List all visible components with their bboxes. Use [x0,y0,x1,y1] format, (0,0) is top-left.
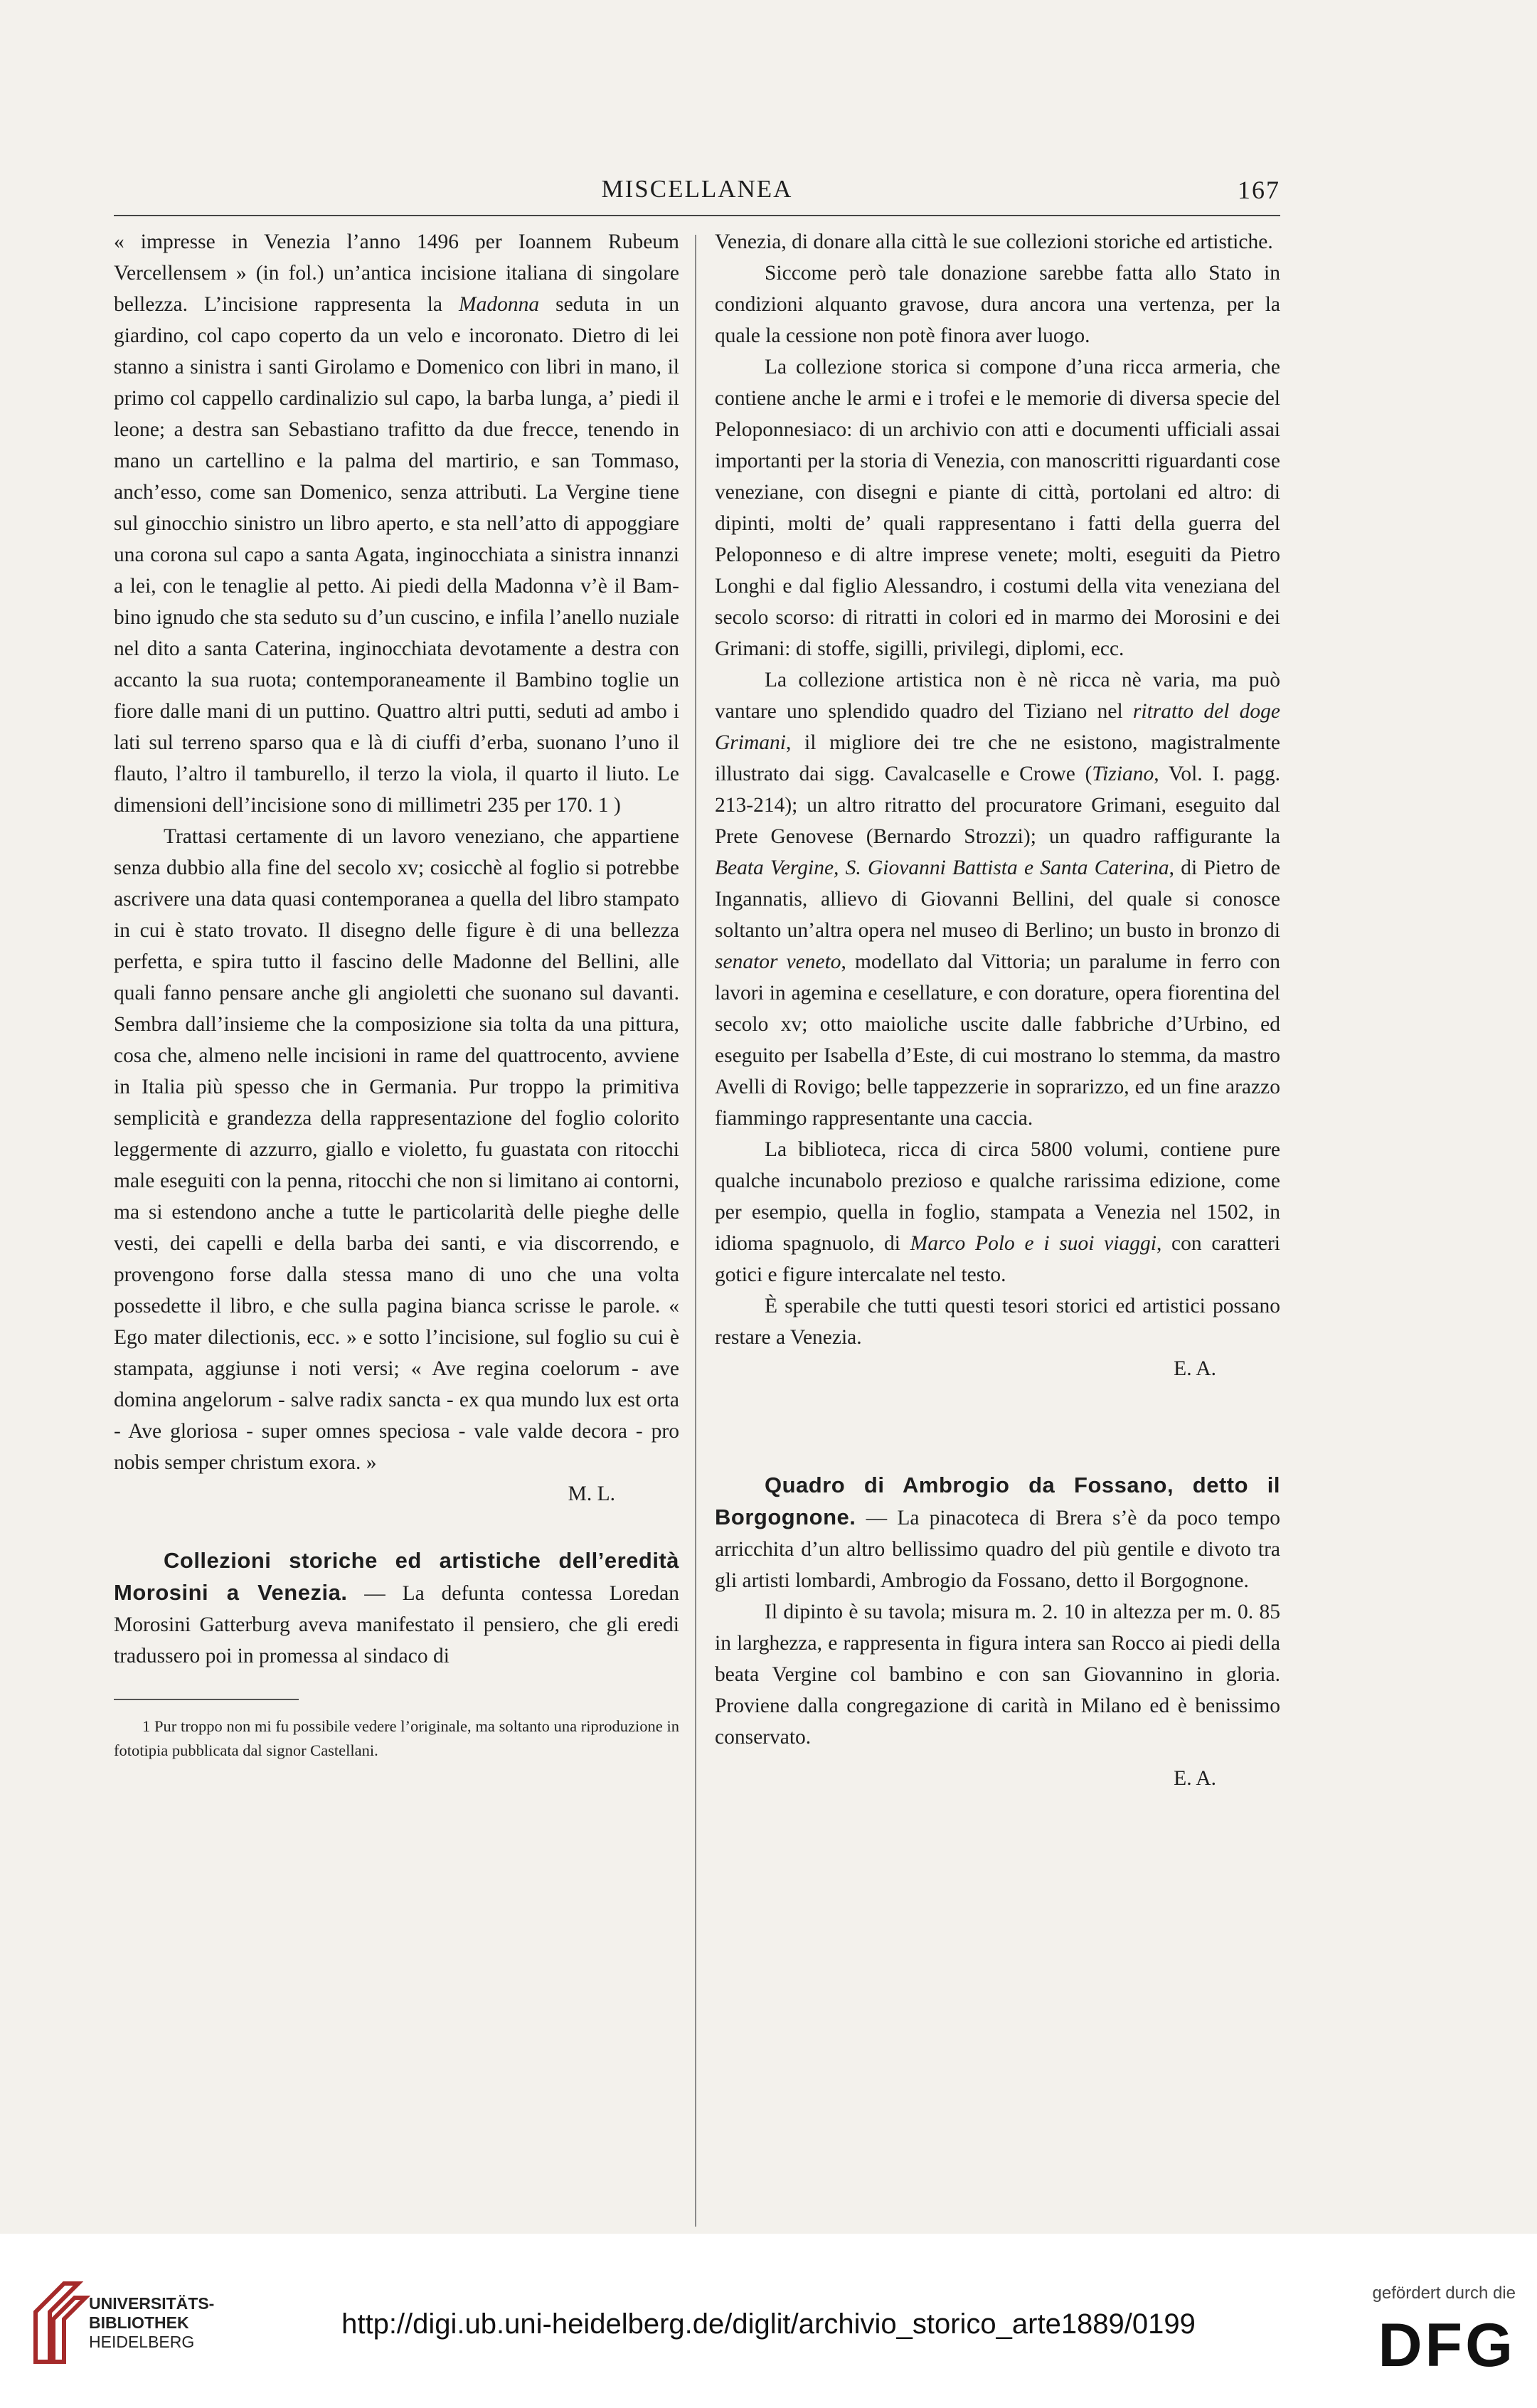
paragraph [715,664,1280,1134]
italic-text: Marco Polo e i suoi viaggi [910,1232,1156,1255]
section-paragraph [715,1470,1280,1596]
dfg-logo: DFG [1378,2311,1516,2380]
author-signature: E. A. [1174,1767,1216,1790]
author-signature: E. A. [1174,1357,1216,1380]
header-rule [114,215,1280,216]
permalink-url[interactable]: http://digi.ub.uni-heidelberg.de/diglit/archivio_storico_arte1889/0199 [341,2308,1196,2340]
funded-by-label: gefördert durch die [1372,2284,1516,2303]
running-head [114,175,1280,206]
text-run: La biblioteca, ricca di circa 5800 volumi, contiene pure qualche incunabolo prezioso e qualche rarissima edizione, come per esempio, quella in foglio, stampata a Venezia nel 1502, in idioma spagnuolo, di [715,1138,1280,1255]
italic-text: Tiziano [1092,763,1154,785]
library-name-line: HEIDELBERG [89,2333,195,2351]
text-run: seduta in un giardino, col capo coperto da un velo e incoronato. Dietro di lei stanno a sinistra i santi Girolamo e Domenico con libri in mano, il primo col cappello cardinalizio sul capo, la barba lunga, a’ piedi il leone; a destra san Sebastiano trafitto da due frecce, tenendo in mano un cartellino e la palma del martirio, e san Tommaso, anch’esso, come san Domenico, senza attributi. La Vergine tiene sul ginocchio sinistro un libro aperto, e sta nell’atto di appoggiare una corona sul capo a santa Agata, inginocchiata a sinistra innanzi a lei, con le tenaglie al petto. Ai piedi della Madonna v’è il Bambino ignudo che sta seduto su d’un cuscino, e infila l’anello nuziale nel dito a santa Caterina, inginocchiata devotamente a destra con accanto la sua ruota; contemporaneamente il Bambino toglie un fiore dalle mani di un puttino. Quattro altri putti, seduti ad ambo i lati sul terreno sparso qua e là di ciuffi d’erba, suonano l’uno il flauto, l’altro il tamburello, il terzo la viola, il quarto il liuto. Le dimensioni dell’incisione sono di millimetri 235 per 170. 1 ) [114,293,679,817]
text-run: La collezione artistica non è nè ricca nè varia, ma può vantare uno splendido quadro del Tiziano nel [715,669,1280,723]
paragraph: È sperabile che tutti questi tesori storici ed artistici possano restare a Venezia. [715,1295,1280,1349]
footnote: 1 Pur troppo non mi fu possibile vedere l’originale, ma soltanto una riproduzione in fototipia pubblicata dal signor Castellani. [114,1717,679,1759]
paragraph [715,1134,1280,1290]
text-run: , modellato dal Vittoria; un paralume in ferro con lavori in agemina e cesellature, e con dorature, opera fiorentina del secolo xv; otto maioliche uscite dalle fabbriche d’Urbino, ed eseguito per Isabella d’Este, di cui mostrano lo stemma, da mastro Avelli di Rovigo; belle tappezzerie in soprarizzo, ed un fine arazzo fiammingo rappresentante una caccia. [715,950,1280,1130]
section-heading: Quadro di Ambrogio da Fossano, detto il Borgognone. [715,1473,1280,1529]
text-run: — La pinacoteca di Brera s’è da poco tempo arricchita d’un altro bellissimo quadro del più gentile e divoto tra gli artisti lombardi, Ambrogio da Fossano, detto il Borgognone. [715,1507,1280,1592]
paragraph: Il dipinto è su tavola; misura m. 2. 10 in altezza per m. 0. 85 in larghezza, e rappresenta in figura intera san Rocco ai piedi della beata Vergine col bambino e con san Giovannino in gloria. Proviene dalla congregazione di carità in Milano ed è benissimo conservato. [715,1601,1280,1749]
paragraph [114,226,679,821]
paragraph: La collezione storica si compone d’una ricca armeria, che contiene anche le armi e i trofei e le memorie di diversa specie del Peloponnesiaco: di un archivio con atti e documenti ufficiali assai importanti per la storia di Venezia, con manoscritti riguardanti cose veneziane, con disegni e piante di città, portolani ed altro: di dipinti, molti de’ quali rappresentano i fatti della guerra del Peloponneso e di altre imprese venete; molti, eseguiti da Pietro Longhi e dal figlio Alessandro, i costumi della vita veneziana del secolo scorso: di ritratti in colori ed in marmo dei Morosini e dei Grimani: di stoffe, sigilli, privilegi, diplomi, ecc. [715,356,1280,660]
italic-text: senator veneto [715,950,841,973]
text-run: — La defunta contessa Loredan Morosini Gatterburg aveva manifestato il pensiero, che gli eredi tradussero poi in promessa al sindaco di [114,1582,679,1667]
page-number: 167 [1238,176,1280,204]
digitization-footer [0,2234,1537,2408]
author-signature: M. L. [568,1483,615,1505]
text-run: , di Pietro de Ingannatis, allievo di Giovanni Bellini, del quale si conosce soltanto un’altra opera nel museo di Berlino; un busto in bronzo di [715,856,1280,942]
right-column [715,226,1280,1794]
text-run: , Vol. I. pagg. 213-214); un altro ritratto del procuratore Grimani, eseguito dal Prete Genovese (Bernardo Strozzi); un quadro raffigurante la [715,763,1280,848]
paragraph: Siccome però tale donazione sarebbe fatta allo Stato in condizioni alquanto gravose, dura ancora una vertenza, per la quale la cessione non potè finora aver luogo. [715,262,1280,347]
section-heading: Collezioni storiche ed artistiche dell’eredità Morosini a Venezia. [114,1548,679,1605]
column-divider [695,235,696,2227]
paragraph: Venezia, di donare alla città le sue collezioni storiche ed artistiche. [715,230,1273,253]
italic-text: Beata Vergine, S. Giovanni Battista e Santa Caterina [715,856,1169,879]
paragraph: Trattasi certamente di un lavoro veneziano, che appartiene senza dubbio alla fine del secolo xv; cosicchè al foglio si potrebbe ascrivere una data quasi contemporanea a quella del libro stampato in cui è stato trovato. Il disegno delle figure è di una bellezza perfetta, e spira tutto il fascino delle Madonne del Bellini, alle quali fanno pensare anche gli angioletti che suonano sul davanti. Sembra dall’insieme che la composizione sia tolta da una pittura, cosa che, almeno nelle incisioni in rame del quattrocento, avviene in Italia più spesso che in Germania. Pur troppo la primitiva semplicità e grandezza della rappresentazione del foglio colorito leggermente di azzurro, giallo e violetto, fu guastata con ritocchi male eseguiti con la penna, ritocchi che non si limitano ai contorni, ma si estendono anche a tutte le particolarità delle pieghe delle vesti, dei capelli e della barba dei santi, e via discorrendo, e provengono forse dalla stessa mano di uno che una volta possedette il libro, e che sulla pagina bianca scrisse le parole. « Ego mater dilectionis, ecc. » e sotto l’incisione, sul foglio su cui è stampata, aggiunse i noti versi; « Ave regina coelorum - ave domina angelorum - salve radix sancta - ex qua mundo lux est orta - Ave gloriosa - super omnes speciosa - vale valde decora - pro nobis semper christum exora. » [114,825,679,1474]
footnote-rule [114,1699,299,1700]
library-name-line: BIBLIOTHEK [89,2313,189,2332]
text-run: « impresse in Venezia l’anno 1496 per Ioannem Rubeum Vercellensem » (in fol.) un’antica incisione italiana di singolare bellezza. L’incisione rappresenta la [114,230,679,316]
italic-text: Madonna [459,293,540,316]
section-paragraph [114,1545,679,1672]
italic-text: ritratto del doge Grimani [715,700,1280,754]
library-name-line: UNIVERSITÄTS- [89,2294,215,2313]
left-column [114,226,679,1763]
text-run: , il migliore dei tre che ne esistono, magistralmente illustrato dai sigg. Cavalcaselle e Crowe ( [715,731,1280,785]
running-title: MISCELLANEA [601,175,793,203]
text-run: , con caratteri gotici e figure intercalate nel testo. [715,1232,1280,1286]
